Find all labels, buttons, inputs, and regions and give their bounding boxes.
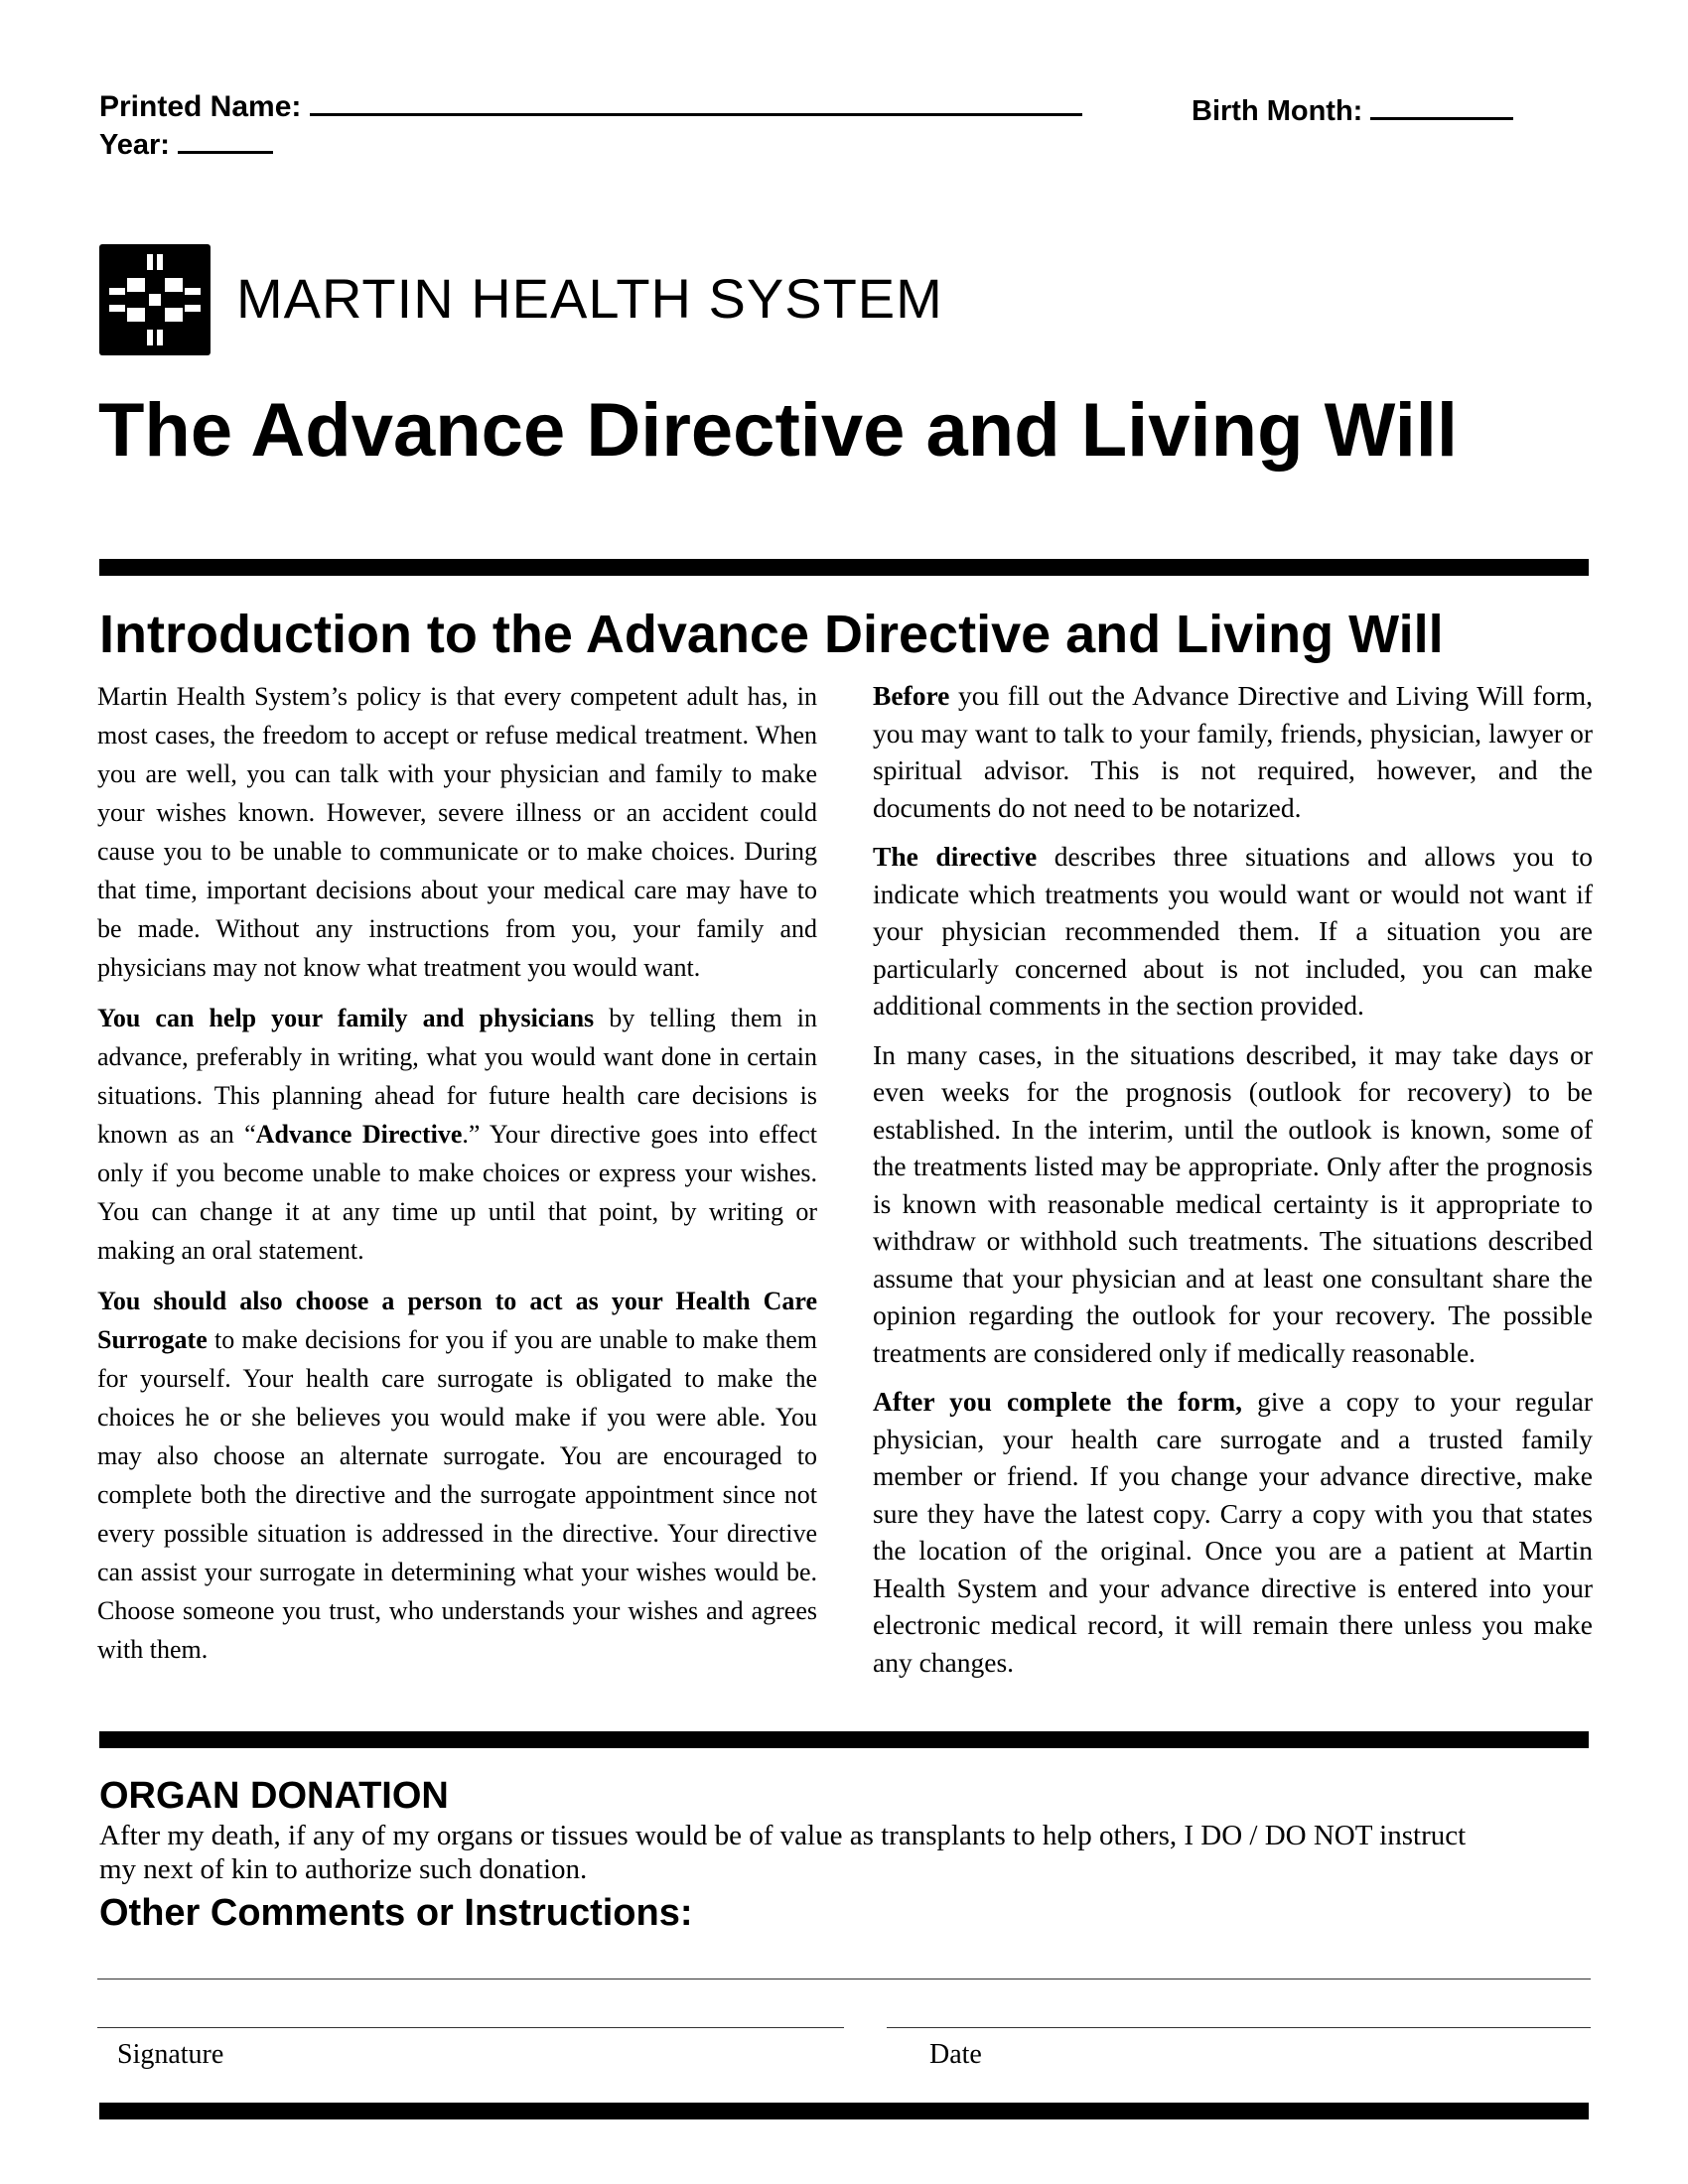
emphasis-help-family: You can help your family and physicians — [97, 1004, 595, 1032]
emphasis-directive: The directive — [873, 841, 1038, 872]
intro-left-paragraph-1: Martin Health System’s policy is that every competent adult has, in most cases, the freedom to accept or refuse medical treatment. When you are well, you can talk with your physician and family to make your wishes known. However, severe illness or an accident could cause you to be unable to communicate or to make choices. During that time, important decisions about your medical care may have to be made. Without any instructions from you, your family and physicians may not know what treatment you would want. — [97, 682, 817, 982]
intro-left-paragraph-3 — [97, 1282, 817, 1669]
paragraph-text: to make decisions for you if you are unable to make them for yourself. Your health care surrogate is obligated to make the choices he or she believes you would make if you were able. You may also choose an alternate surrogate. You are encouraged to complete both the directive and the surrogate appointment since not every possible situation is addressed in the directive. Your directive can assist your surrogate in determining what your wishes would be. Choose someone you trust, who understands your wishes and agrees with them. — [97, 1325, 817, 1664]
intro-left-paragraph-2 — [97, 999, 817, 1270]
year-label: Year: — [99, 129, 170, 161]
paragraph-text: by telling them in advance, preferably in writing, what you would want done in certain situations. This planning ahead for future health care decisions is known as an “ — [97, 1004, 817, 1149]
paragraph-text: you fill out the Advance Directive and Living Will form, you may want to talk to your family, friends, physician, lawyer or spiritual advisor. This is not required, however, and the documents do not need to be notarized. — [873, 680, 1593, 823]
intro-heading: Introduction to the Advance Directive and Living Will — [99, 605, 1444, 664]
signature-label: Signature — [117, 2039, 224, 2070]
emphasis-surrogate: You should also choose a person to act as your Health Care Surrogate — [97, 1287, 817, 1354]
intro-right-paragraph-1 — [873, 677, 1593, 826]
intro-left-column — [97, 677, 817, 1681]
page-title: The Advance Directive and Living Will — [98, 388, 1459, 473]
paragraph-text: .” Your directive goes into effect only if you become unable to make choices or express your wishes. You can change it at any time up until that point, by writing or making an oral statement. — [97, 1120, 817, 1265]
organ-donation-text: After my death, if any of my organs or tissues would be of value as transplants to help others, I DO / DO NOT instruct my next of kin to authorize such donation. — [99, 1820, 1467, 1885]
date-label: Date — [929, 2039, 982, 2070]
paragraph-text: describes three situations and allows you to indicate which treatments you would want or would not want if your physician recommended them. If a situation you are particularly concerned about is not included, you can make additional comments in the section provided. — [873, 841, 1593, 1021]
birth-month-row — [1192, 93, 1513, 128]
emphasis-advance-directive: Advance Directive — [255, 1120, 463, 1149]
comments-heading: Other Comments or Instructions: — [99, 1892, 693, 1934]
paragraph-text: give a copy to your regular physician, your health care surrogate and a trusted family member or friend. If you change your advance directive, make sure they have the latest copy. Carry a copy with you that states the location of the original. Once you are a patient at Martin Health System and your advance directive is entered into your electronic medical record, it will remain there unless you make any changes. — [873, 1386, 1593, 1678]
logo-text: MARTIN HEALTH SYSTEM — [236, 267, 943, 330]
martin-health-cross-logo-icon — [99, 244, 211, 355]
divider-middle — [99, 1731, 1589, 1748]
intro-right-paragraph-3: In many cases, in the situations described, it may take days or even weeks for the prognosis (outlook for recovery) to be established. In the interim, until the outlook is known, some of the treatments listed may be appropriate. Only after the prognosis is known with reasonable medical certainty is it appropriate to withdraw or withhold such treatments. The situations described assume that your physician and at least one consultant share the opinion regarding the outlook for your recovery. The possible treatments are considered only if medically reasonable. — [873, 1038, 1593, 1368]
date-line[interactable] — [887, 2027, 1591, 2028]
divider-bottom — [99, 2103, 1589, 2119]
divider-top — [99, 559, 1589, 576]
emphasis-after-complete: After you complete the form, — [873, 1386, 1243, 1417]
intro-right-paragraph-4 — [873, 1383, 1593, 1681]
printed-name-row — [99, 89, 1082, 124]
intro-right-column — [873, 677, 1593, 1693]
year-row — [99, 127, 273, 162]
intro-right-paragraph-2 — [873, 838, 1593, 1024]
birth-month-field[interactable] — [1370, 93, 1513, 120]
organ-donation-heading: ORGAN DONATION — [99, 1775, 449, 1817]
printed-name-label: Printed Name: — [99, 90, 302, 123]
birth-month-label: Birth Month: — [1192, 95, 1363, 127]
emphasis-before: Before — [873, 680, 950, 711]
printed-name-field[interactable] — [310, 89, 1082, 116]
signature-line[interactable] — [97, 2027, 844, 2028]
year-field[interactable] — [178, 127, 273, 154]
